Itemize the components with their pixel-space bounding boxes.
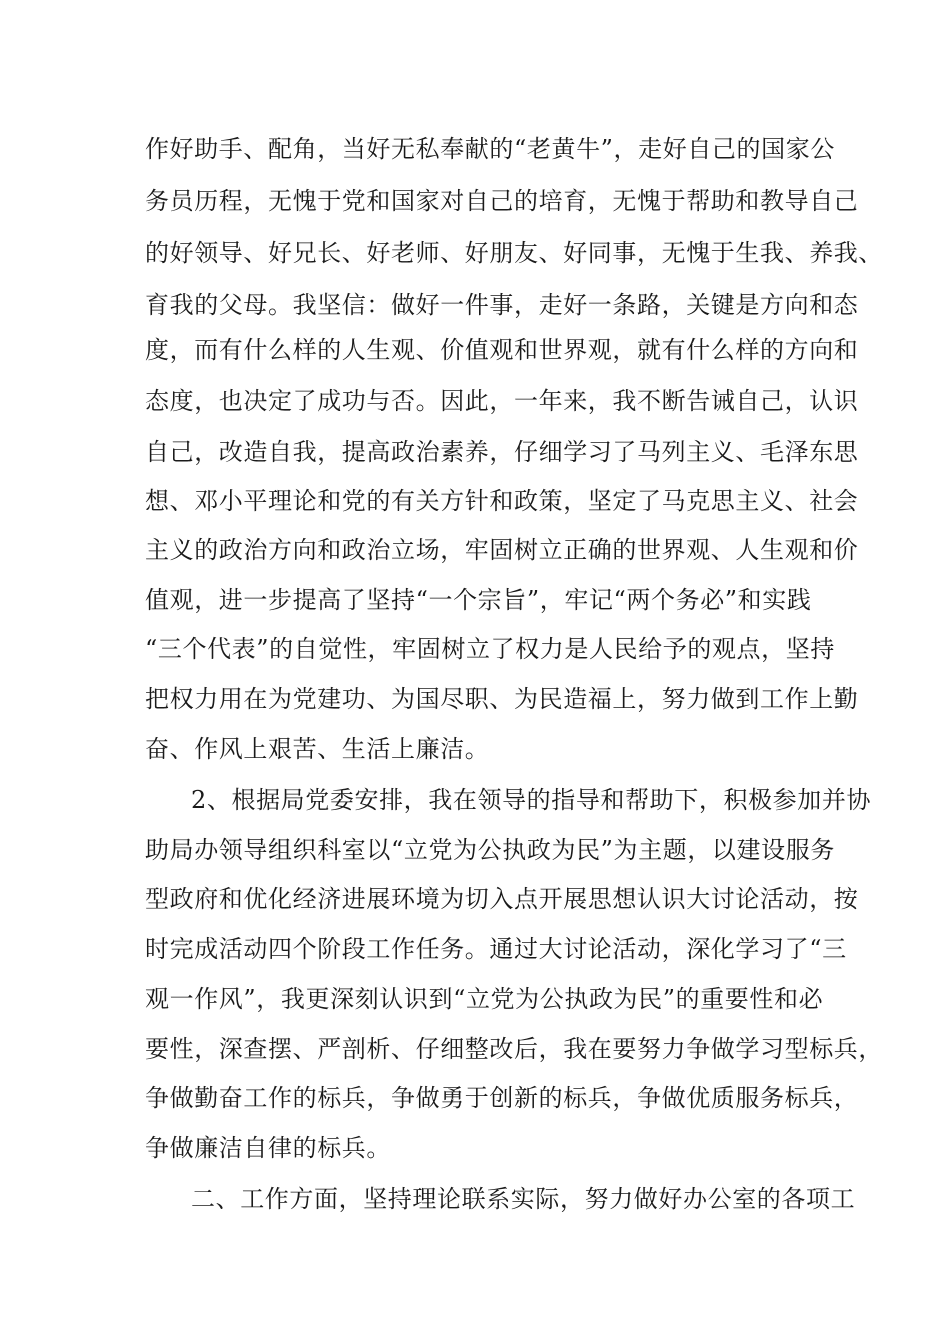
- body-text-line: 自己，改造自我，提高政治素养，仔细学习了马列主义、毛泽东思: [145, 438, 859, 466]
- body-text-line: “三个代表”的自觉性，牢固树立了权力是人民给予的观点，坚持: [145, 635, 835, 663]
- body-text-line: 要性，深查摆、严剖析、仔细整改后，我在要努力争做学习型标兵，: [145, 1035, 883, 1063]
- body-text-line: 想、邓小平理论和党的有关方针和政策，坚定了马克思主义、社会: [145, 487, 859, 515]
- body-text-line: 争做勤奋工作的标兵，争做勇于创新的标兵，争做优质服务标兵，: [145, 1084, 859, 1112]
- body-text-line: 值观，进一步提高了坚持“一个宗旨”，牢记“两个务必”和实践: [145, 586, 812, 614]
- body-text-line: 型政府和优化经济进展环境为切入点开展思想认识大讨论活动，按: [145, 885, 859, 913]
- body-text-line: 助局办领导组织科室以“立党为公执政为民”为主题，以建设服务: [145, 836, 835, 864]
- body-text-line: 度，而有什么样的人生观、价值观和世界观，就有什么样的方向和: [145, 336, 859, 364]
- body-text-line: 时完成活动四个阶段工作任务。通过大讨论活动，深化学习了“三: [145, 935, 847, 963]
- body-text-line: 的好领导、好兄长、好老师、好朋友、好同事，无愧于生我、养我、: [145, 239, 883, 267]
- body-text-line: 育我的父母。我坚信：做好一件事，走好一条路，关键是方向和态: [145, 291, 859, 319]
- body-text-line: 主义的政治方向和政治立场，牢固树立正确的世界观、人生观和价: [145, 536, 859, 564]
- body-text-line: 奋、作风上艰苦、生活上廉洁。: [145, 735, 490, 763]
- body-text-line: 争做廉洁自律的标兵。: [145, 1134, 391, 1162]
- body-text-line: 态度，也决定了成功与否。因此，一年来，我不断告诫自己，认识: [145, 387, 859, 415]
- body-text-line: 务员历程，无愧于党和国家对自己的培育，无愧于帮助和教导自己: [145, 187, 859, 215]
- paragraph-start-line: 2、根据局党委安排，我在领导的指导和帮助下，积极参加并协: [191, 786, 872, 814]
- body-text-line: 作好助手、配角，当好无私奉献的“老黄牛”，走好自己的国家公: [145, 135, 835, 163]
- body-text-line: 把权力用在为党建功、为国尽职、为民造福上，努力做到工作上勤: [145, 685, 859, 713]
- paragraph-start-line: 二、工作方面，坚持理论联系实际，努力做好办公室的各项工: [191, 1185, 856, 1213]
- body-text-line: 观一作风”，我更深刻认识到“立党为公执政为民”的重要性和必: [145, 985, 824, 1013]
